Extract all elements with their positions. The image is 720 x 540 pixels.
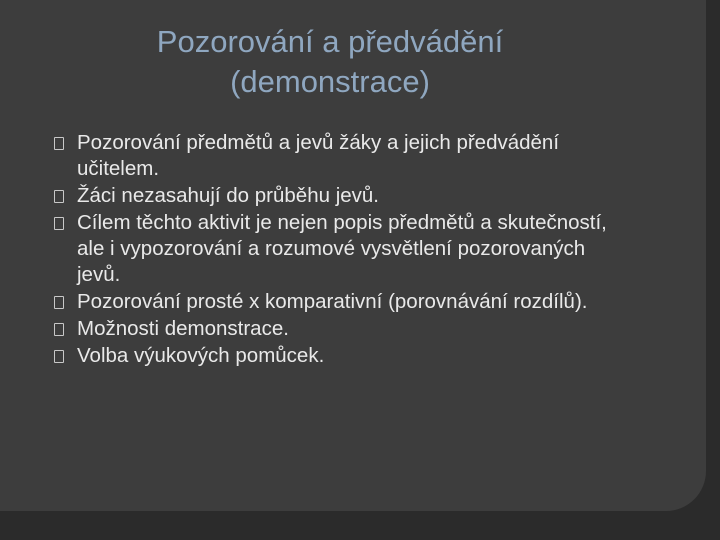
bullet-text: Cílem těchto aktivit je nejen popis předmětů a skutečností, ale i vypozorování a rozumové vysvětlení pozorovaných jevů.: [77, 211, 607, 286]
slide-title-line-1: Pozorování a předvádění: [156, 24, 504, 59]
bullet-text: Žáci nezasahují do průběhu jevů.: [77, 184, 380, 207]
bullet-text: Pozorování předmětů a jevů žáky a jejich předvádění učitelem.: [77, 131, 560, 180]
square-bullet-icon: [54, 323, 64, 336]
square-bullet-icon: [54, 350, 64, 363]
square-bullet-icon: [54, 217, 64, 230]
slide-title-line-2: (demonstrace): [230, 64, 430, 99]
bullet-item: [54, 289, 614, 315]
bullet-text: Možnosti demonstrace.: [77, 317, 289, 340]
bullet-item: [54, 130, 614, 182]
square-bullet-icon: [54, 190, 64, 203]
bullet-item: [54, 210, 614, 288]
square-bullet-icon: [54, 296, 64, 309]
bullet-text: Volba výukových pomůcek.: [77, 344, 325, 367]
slide-title: [0, 22, 660, 102]
bullet-list: [54, 130, 614, 370]
bullet-item: [54, 343, 614, 369]
bullet-item: [54, 316, 614, 342]
square-bullet-icon: [54, 137, 64, 150]
bullet-item: [54, 183, 614, 209]
bullet-text: Pozorování prosté x komparativní (porovnávání rozdílů).: [77, 290, 588, 313]
